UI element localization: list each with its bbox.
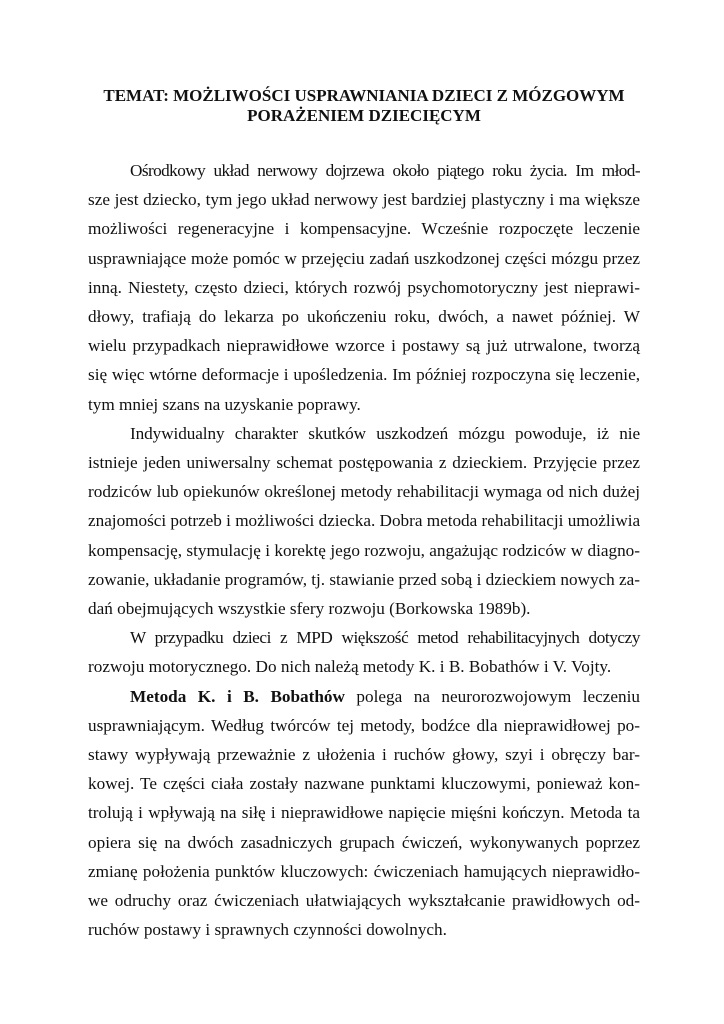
- paragraph-1: [88, 156, 640, 419]
- text-line: wielu przypadkach nieprawidłowe wzorce i postawy są już utrwalone, tworzą: [88, 336, 640, 356]
- text-line: sze jest dziecko, tym jego układ nerwowy jest bardziej plastyczny i ma większe: [88, 190, 640, 210]
- document-page: [88, 86, 640, 944]
- text-line: usprawniające może pomóc w przejęciu zadań uszkodzonej części mózgu przez: [88, 248, 640, 268]
- text-line: stawy wypływają przeważnie z ułożenia i ruchów głowy, szyi i obręczy bar-: [88, 745, 640, 765]
- title-line-1: TEMAT: MOŻLIWOŚCI USPRAWNIANIA DZIECI Z MÓZGOWYM: [103, 86, 625, 105]
- text-line: ruchów postawy i sprawnych czynności dowolnych.: [88, 920, 447, 940]
- text-line: znajomości potrzeb i możliwości dziecka. Dobra metoda rehabilitacji umożliwia: [88, 511, 641, 531]
- text-line: dań obejmujących wszystkie sfery rozwoju (Borkowska 1989b).: [88, 599, 531, 619]
- paragraph-3: [88, 623, 640, 681]
- text-line: trolują i wpływają na siłę i nieprawidłowe napięcie mięśni kończyn. Metoda ta: [88, 803, 640, 823]
- paragraph-4: [88, 682, 640, 945]
- text-line: W przypadku dzieci z MPD większość metod rehabilitacyjnych dotyczy: [130, 628, 640, 648]
- text-line: się więc wtórne deformacje i upośledzenia. Im później rozpoczyna się leczenie,: [88, 365, 640, 385]
- text-line: istnieje jeden uniwersalny schemat postępowania z dzieckiem. Przyjęcie przez: [88, 453, 640, 473]
- text-line: Ośrodkowy układ nerwowy dojrzewa około piątego roku życia. Im młod-: [130, 161, 640, 180]
- text-line: zowanie, układanie programów, tj. stawianie przed sobą i dzieckiem nowych za-: [88, 569, 640, 589]
- document-title: [88, 86, 640, 126]
- method-name: Metoda K. i B. Bobathów: [130, 686, 345, 706]
- text-line: we odruchy oraz ćwiczeniach ułatwiających wykształcanie prawidłowych od-: [88, 891, 640, 911]
- text-fragment: polega na neurorozwojowym leczeniu: [344, 686, 640, 706]
- text-line: rodziców lub opiekunów określonej metody rehabilitacji wymaga od nich dużej: [88, 482, 640, 502]
- text-line: dłowy, trafiają do lekarza po ukończeniu roku, dwóch, a nawet później. W: [88, 307, 640, 327]
- text-line: kompensację, stymulację i korektę jego rozwoju, angażując rodziców w diagno-: [88, 540, 640, 560]
- body-text: [88, 156, 640, 944]
- text-line: [88, 682, 640, 711]
- text-line: zmianę położenia punktów kluczowych: ćwiczeniach hamujących nieprawidło-: [88, 861, 640, 881]
- text-line: inną. Niestety, często dzieci, których rozwój psychomotoryczny jest nieprawi-: [88, 277, 640, 297]
- title-line-2: PORAŻENIEM DZIECIĘCYM: [247, 106, 481, 125]
- text-line: możliwości regeneracyjne i kompensacyjne. Wcześnie rozpoczęte leczenie: [88, 219, 640, 239]
- text-line: opiera się na dwóch zasadniczych grupach ćwiczeń, wykonywanych poprzez: [88, 832, 640, 852]
- text-line: rozwoju motorycznego. Do nich należą metody K. i B. Bobathów i V. Vojty.: [88, 657, 612, 677]
- text-line: usprawniającym. Według twórców tej metody, bodźce dla nieprawidłowej po-: [88, 715, 640, 735]
- text-line: kowej. Te części ciała zostały nazwane punktami kluczowymi, ponieważ kon-: [88, 774, 640, 794]
- paragraph-2: [88, 419, 640, 623]
- text-line: tym mniej szans na uzyskanie poprawy.: [88, 394, 361, 414]
- text-line: Indywidualny charakter skutków uszkodzeń mózgu powoduje, iż nie: [130, 423, 640, 443]
